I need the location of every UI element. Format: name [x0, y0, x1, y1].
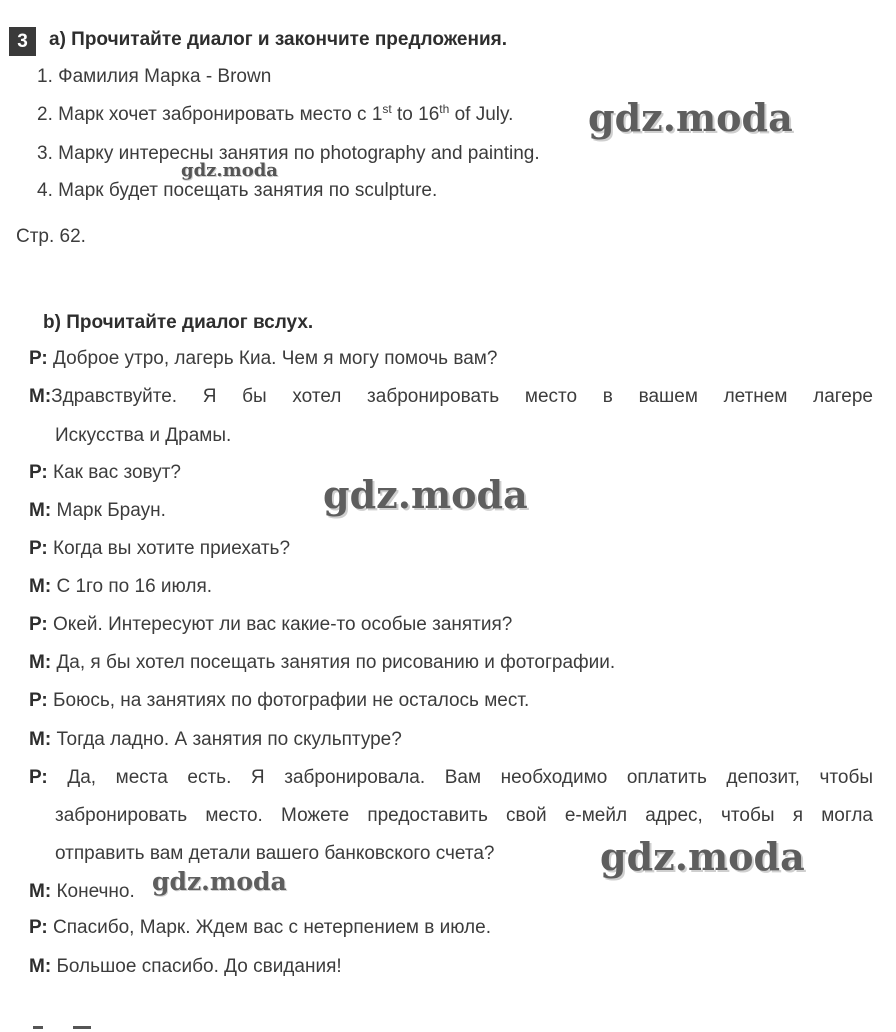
dialog-text: Окей. Интересуют ли вас какие-то особые занятия? — [53, 614, 513, 635]
speaker-label: Р: — [29, 767, 48, 788]
dialog-text: Большое спасибо. До свидания! — [56, 956, 342, 977]
dialog-text: Да, я бы хотел посещать занятия по рисованию и фотографии. — [56, 652, 616, 673]
cut-off-line-fragment — [29, 1024, 119, 1032]
dialog-text: Марк Браун. — [56, 500, 166, 521]
item-2-sup-st: st — [382, 102, 392, 116]
dialog-line — [29, 348, 497, 370]
speaker-label: М: — [29, 881, 52, 902]
speaker-label: М: — [29, 500, 52, 521]
dialog-text: Здравствуйте. Я бы хотел забронировать место в вашем летнем лагере — [51, 386, 873, 407]
speaker-label: Р: — [29, 614, 48, 635]
exercise-number-badge: 3 — [9, 27, 36, 56]
item-2-text-end: of July. — [449, 104, 514, 125]
speaker-label: Р: — [29, 462, 48, 483]
speaker-label: Р: — [29, 538, 48, 559]
dialog-text: Боюсь, на занятиях по фотографии не осталось мест. — [53, 690, 530, 711]
speaker-label: М: — [29, 386, 52, 407]
dialog-text: Доброе утро, лагерь Киа. Чем я могу помочь вам? — [53, 348, 498, 369]
dialog-line — [29, 729, 402, 751]
part-a-item-2 — [37, 104, 513, 126]
dialog-line — [29, 881, 135, 903]
dialog-text: Конечно. — [56, 881, 135, 902]
page-reference: Стр. 62. — [16, 226, 86, 247]
dialog-text: Тогда ладно. А занятия по скульптуре? — [56, 729, 402, 750]
watermark-logo: gdz.moda — [181, 160, 278, 181]
watermark-logo: gdz.moda — [323, 472, 528, 517]
part-a-title: а) Прочитайте диалог и закончите предложения. — [49, 29, 508, 50]
speaker-label: Р: — [29, 348, 48, 369]
dialog-line — [29, 462, 181, 484]
speaker-label: Р: — [29, 917, 48, 938]
dialog-line — [29, 917, 491, 939]
dialog-text: Когда вы хотите приехать? — [53, 538, 291, 559]
dialog-text: Спасибо, Марк. Ждем вас с нетерпением в июле. — [53, 917, 491, 938]
watermark-logo: gdz.moda — [600, 834, 805, 879]
part-a-item-3: 3. Марку интересны занятия по photography and painting. — [37, 143, 540, 164]
dialog-line — [29, 500, 166, 522]
part-a-item-1: 1. Фамилия Марка - Brown — [37, 66, 272, 87]
speaker-label: М: — [29, 652, 52, 673]
watermark-logo: gdz.moda — [152, 867, 287, 896]
item-2-text-start: 2. Марк хочет забронировать место с 1 — [37, 104, 383, 125]
dialog-line — [29, 538, 290, 560]
dialog-line — [29, 576, 212, 598]
item-2-sup-th: th — [439, 102, 450, 116]
speaker-label: М: — [29, 729, 52, 750]
dialog-line — [29, 690, 529, 712]
dialog-line — [29, 652, 615, 674]
dialog-line — [29, 956, 342, 978]
speaker-label: М: — [29, 576, 52, 597]
dialog-line — [29, 386, 873, 408]
item-2-text-mid: to 16 — [391, 104, 440, 125]
dialog-text: Да, места есть. Я забронировала. Вам необходимо оплатить депозит, чтобы — [67, 767, 874, 788]
dialog-text: С 1го по 16 июля. — [56, 576, 213, 597]
dialog-line-continuation: Искусства и Драмы. — [55, 425, 232, 446]
part-a-item-4: 4. Марк будет посещать занятия по sculpture. — [37, 180, 438, 201]
dialog-line — [29, 767, 873, 789]
dialog-line-continuation: забронировать место. Можете предоставить свой е-мейл адрес, чтобы я могла — [55, 805, 873, 826]
dialog-line — [29, 614, 512, 636]
watermark-logo: gdz.moda — [588, 95, 793, 140]
part-b-title: b) Прочитайте диалог вслух. — [43, 312, 314, 333]
dialog-text: Как вас зовут? — [53, 462, 181, 483]
speaker-label: Р: — [29, 690, 48, 711]
speaker-label: М: — [29, 956, 52, 977]
dialog-line-continuation: отправить вам детали вашего банковского счета? — [55, 843, 495, 864]
